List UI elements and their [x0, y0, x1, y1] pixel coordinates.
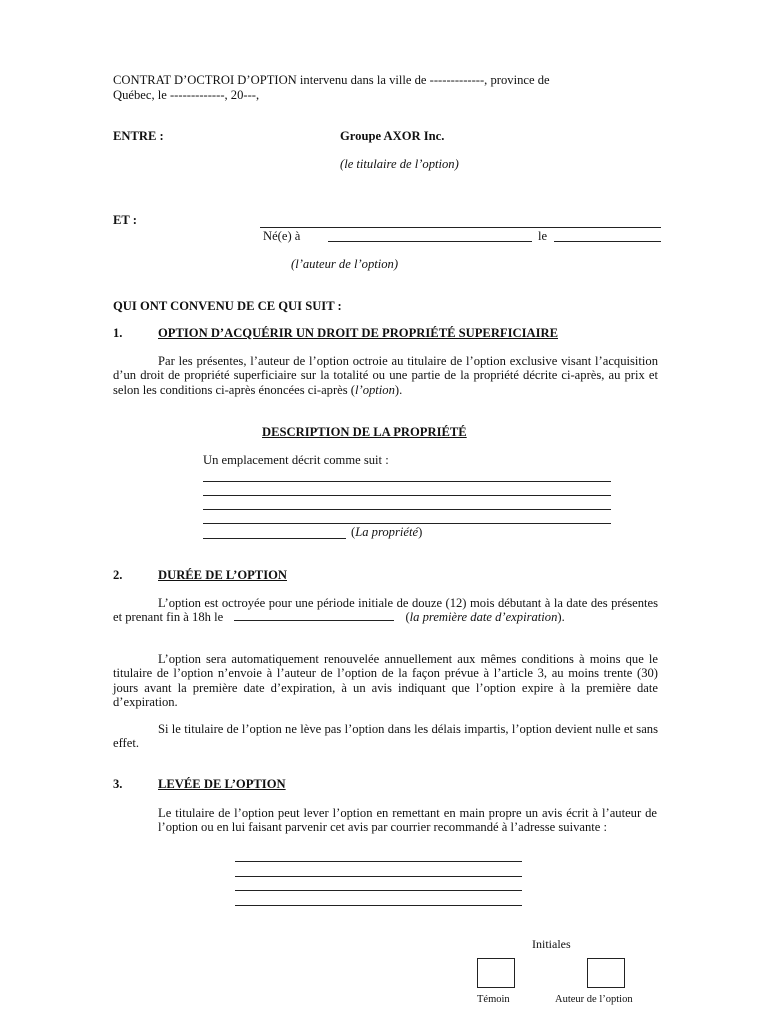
- property-line-2[interactable]: [203, 495, 611, 496]
- section2-p2: L’option sera automatiquement renouvelée annuellement aux mêmes conditions à moins que le titulaire de l’option n’envoie à l’auteur de l’option de la façon prévue à l’article 3, au moins trente (30) jours avant la première date d’expiration, à un avis indiquant que l’option expire à la première date d’expiration.: [113, 652, 658, 709]
- section2-number: 2.: [113, 568, 123, 582]
- author-label: Auteur de l’option: [555, 994, 633, 1005]
- section3-text: Le titulaire de l’option peut lever l’option en remettant en main propre un avis écrit à l’auteur de l’option ou en lui faisant parvenir cet avis par courrier recommandé à l’adresse suivante :: [158, 806, 657, 835]
- initials-title: Initiales: [532, 937, 571, 951]
- address-line-1[interactable]: [235, 861, 522, 862]
- property-line-5[interactable]: [203, 538, 346, 539]
- entre-label: ENTRE :: [113, 129, 164, 143]
- address-line-2[interactable]: [235, 876, 522, 877]
- section1-text: Par les présentes, l’auteur de l’option octroie au titulaire de l’option exclusive visant l’acquisition d’un droit de propriété superficiaire sur la totalité ou une partie de la propriété décrite ci-après, au prix et selon les conditions ci-après énoncées ci-après (l’option).: [113, 354, 658, 397]
- section2-p1: L’option est octroyée pour une période initiale de douze (12) mois débutant à la date des présentes et prenant fin à 18h le (la première date d’expiration).: [113, 596, 658, 625]
- property-label: (La propriété): [351, 525, 423, 539]
- address-line-3[interactable]: [235, 890, 522, 891]
- section1-title: OPTION D’ACQUÉRIR UN DROIT DE PROPRIÉTÉ SUPERFICIAIRE: [158, 326, 559, 340]
- on-label: le: [538, 229, 548, 243]
- section2-p3: Si le titulaire de l’option ne lève pas l’option dans les délais impartis, l’option devient nulle et sans effet.: [113, 722, 658, 751]
- author-name-line[interactable]: [260, 227, 661, 228]
- property-line-1[interactable]: [203, 481, 611, 482]
- born-at-label: Né(e) à: [263, 229, 301, 243]
- witness-label: Témoin: [477, 994, 510, 1005]
- property-intro: Un emplacement décrit comme suit :: [203, 453, 389, 467]
- witness-initials-box[interactable]: [477, 958, 515, 988]
- section2-title: DURÉE DE L’OPTION: [158, 568, 287, 582]
- holder-name: Groupe AXOR Inc.: [340, 129, 445, 143]
- contract-header-line1: CONTRAT D’OCTROI D’OPTION intervenu dans la ville de -------------, province de: [113, 73, 550, 87]
- birthdate-line[interactable]: [554, 241, 661, 242]
- address-line-4[interactable]: [235, 905, 522, 906]
- section1-defined-term: l’option: [355, 382, 395, 397]
- section1-number: 1.: [113, 326, 123, 340]
- et-label: ET :: [113, 213, 137, 227]
- contract-header-line2: Québec, le -------------, 20---,: [113, 88, 260, 102]
- expiry-date-line[interactable]: [234, 611, 394, 621]
- author-initials-box[interactable]: [587, 958, 625, 988]
- agreement-intro: QUI ONT CONVENU DE CE QUI SUIT :: [113, 299, 342, 313]
- property-title: DESCRIPTION DE LA PROPRIÉTÉ: [262, 425, 467, 439]
- birthplace-line[interactable]: [328, 241, 532, 242]
- property-line-3[interactable]: [203, 509, 611, 510]
- section3-title: LEVÉE DE L’OPTION: [158, 777, 286, 791]
- author-role: (l’auteur de l’option): [291, 257, 399, 271]
- holder-role: (le titulaire de l’option): [340, 157, 459, 171]
- section2-p1-term: la première date d’expiration: [409, 610, 558, 625]
- property-line-4[interactable]: [203, 523, 611, 524]
- section3-number: 3.: [113, 777, 123, 791]
